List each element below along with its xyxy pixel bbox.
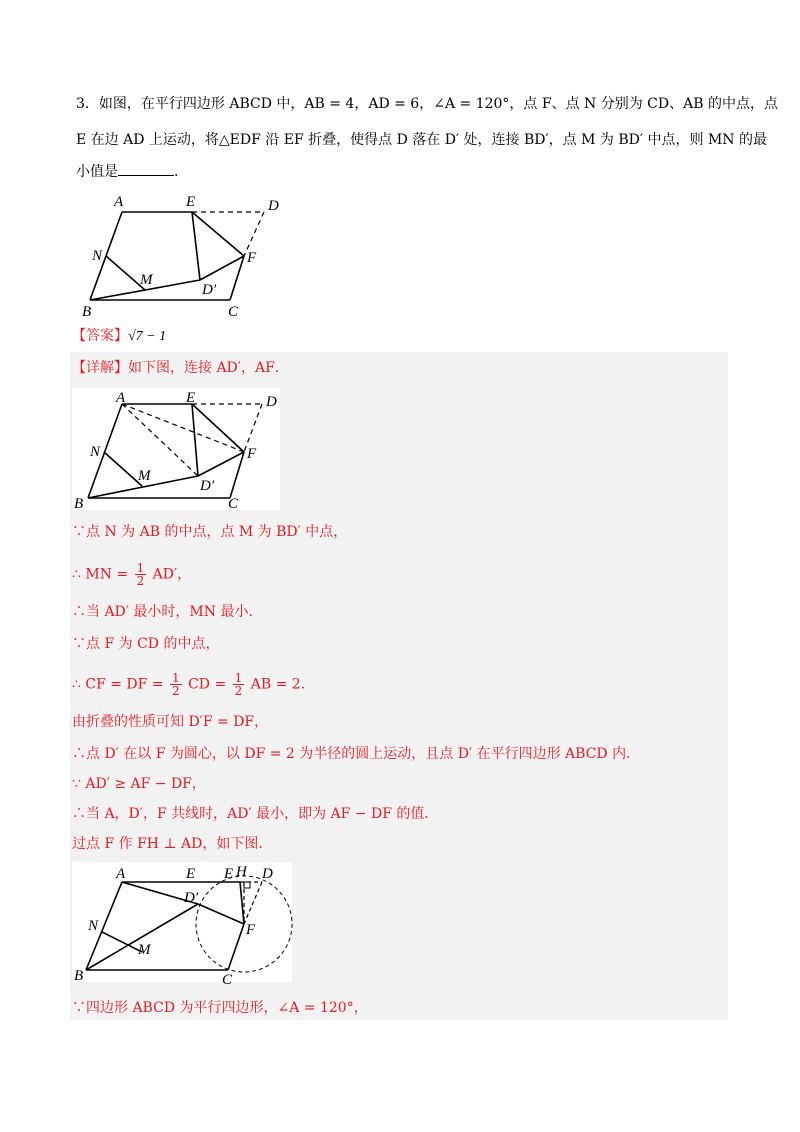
fig3-label-d: D xyxy=(262,866,273,882)
detail-label: 【详解】 xyxy=(72,360,128,376)
fig3-label-m: M xyxy=(138,942,151,958)
fig1-label-b: B xyxy=(82,304,92,320)
detail-s7: ∴点 D′ 在以 F 为圆心，以 DF = 2 为半径的圆上运动，且点 D′ 在平行四边形 ABCD 内． xyxy=(72,746,641,762)
fig2-label-a: A xyxy=(116,390,126,406)
detail-intro-line xyxy=(72,358,289,378)
fig1-label-d: D xyxy=(268,198,279,214)
detail-s1: ∵点 N 为 AB 的中点，点 M 为 BD′ 中点， xyxy=(72,524,348,540)
detail-s11: ∵四边形 ABCD 为平行四边形，∠A = 120°， xyxy=(72,1000,368,1016)
fig2-label-n: N xyxy=(90,444,101,460)
answer-line xyxy=(72,326,166,347)
fig3-label-c: C xyxy=(222,972,233,984)
detail-s10: 过点 F 作 FH ⊥ AD，如下图． xyxy=(72,836,273,852)
fig2-label-dp: D′ xyxy=(200,478,215,494)
fig1-label-m: M xyxy=(140,272,153,288)
fig3-label-a: A xyxy=(116,866,126,882)
detail-s5-num-2: 1 xyxy=(234,671,243,685)
fig2-label-c: C xyxy=(228,496,239,512)
detail-s5-den-2: 2 xyxy=(234,684,243,698)
detail-s5-frac-2 xyxy=(233,672,245,697)
detail-intro: 如下图，连接 AD′，AF． xyxy=(128,360,289,376)
fig1-label-c: C xyxy=(228,304,239,320)
figure-3 xyxy=(72,862,294,984)
answer-value: √7 − 1 xyxy=(128,329,167,344)
detail-s5-mid: CD = xyxy=(188,676,227,693)
problem-line-3: 小值是 . xyxy=(76,164,179,180)
fig1-label-f: F xyxy=(247,250,257,266)
detail-s5-suffix: AB = 2． xyxy=(250,676,315,693)
detail-s2-frac xyxy=(135,562,147,587)
detail-s4: ∵点 F 为 CD 的中点， xyxy=(72,636,220,652)
fig1-label-n: N xyxy=(92,248,103,264)
fig3-label-e-mid: E xyxy=(186,866,196,882)
detail-s5-frac-1 xyxy=(170,672,182,697)
fig1-label-dp: D′ xyxy=(202,282,217,298)
fig2-label-m: M xyxy=(138,468,151,484)
problem-line-3-text: 小值是 xyxy=(76,164,118,180)
fig2-label-e: E xyxy=(186,390,196,406)
detail-s2-num: 1 xyxy=(136,561,145,575)
detail-s5-prefix: ∴ CF = DF = xyxy=(72,676,164,693)
problem-line-2: E 在边 AD 上运动，将△EDF 沿 EF 折叠，使得点 D 落在 D′ 处，连接 BD′，点 M 为 BD′ 中点，则 MN 的最 xyxy=(76,132,767,148)
detail-s2-den: 2 xyxy=(136,574,145,588)
fig1-label-a: A xyxy=(114,194,124,210)
detail-s6: 由折叠的性质可知 D′F = DF， xyxy=(72,714,269,730)
fig3-label-f: F xyxy=(246,922,256,938)
figure-2 xyxy=(72,388,282,512)
figure-1 xyxy=(82,190,292,320)
detail-s2-suffix: AD′， xyxy=(152,566,192,583)
detail-s5 xyxy=(72,672,315,697)
detail-s2 xyxy=(72,562,191,587)
fig3-label-n: N xyxy=(88,918,99,934)
detail-s9: ∴当 A，D′，F 共线时，AD′ 最小，即为 AF − DF 的值． xyxy=(72,806,439,822)
fig2-label-f: F xyxy=(247,446,257,462)
fig3-label-dp: D′ xyxy=(184,890,199,906)
fig3-label-e: E xyxy=(224,866,234,882)
fig3-label-b: B xyxy=(74,968,84,984)
detail-s5-den-1: 2 xyxy=(172,684,180,698)
fig1-label-e: E xyxy=(186,194,196,210)
detail-s8: ∵ AD′ ≥ AF − DF， xyxy=(72,776,206,792)
fig3-label-h: H xyxy=(236,864,247,880)
fig1-edge-ef xyxy=(192,212,244,256)
answer-blank xyxy=(118,163,174,176)
fig1-edge-ed xyxy=(192,212,200,280)
fig2-label-d: D xyxy=(266,394,277,410)
detail-s3: ∴当 AD′ 最小时，MN 最小． xyxy=(72,604,263,620)
answer-label: 【答案】 xyxy=(72,328,128,344)
problem-line-1: 3．如图，在平行四边形 ABCD 中，AB = 4，AD = 6，∠A = 120°，点 F、点 N 分别为 CD、AB 的中点，点 xyxy=(76,96,778,112)
detail-s2-prefix: ∴ MN = xyxy=(72,566,129,583)
fig2-label-b: B xyxy=(74,496,84,512)
detail-s5-num-1: 1 xyxy=(172,671,180,685)
